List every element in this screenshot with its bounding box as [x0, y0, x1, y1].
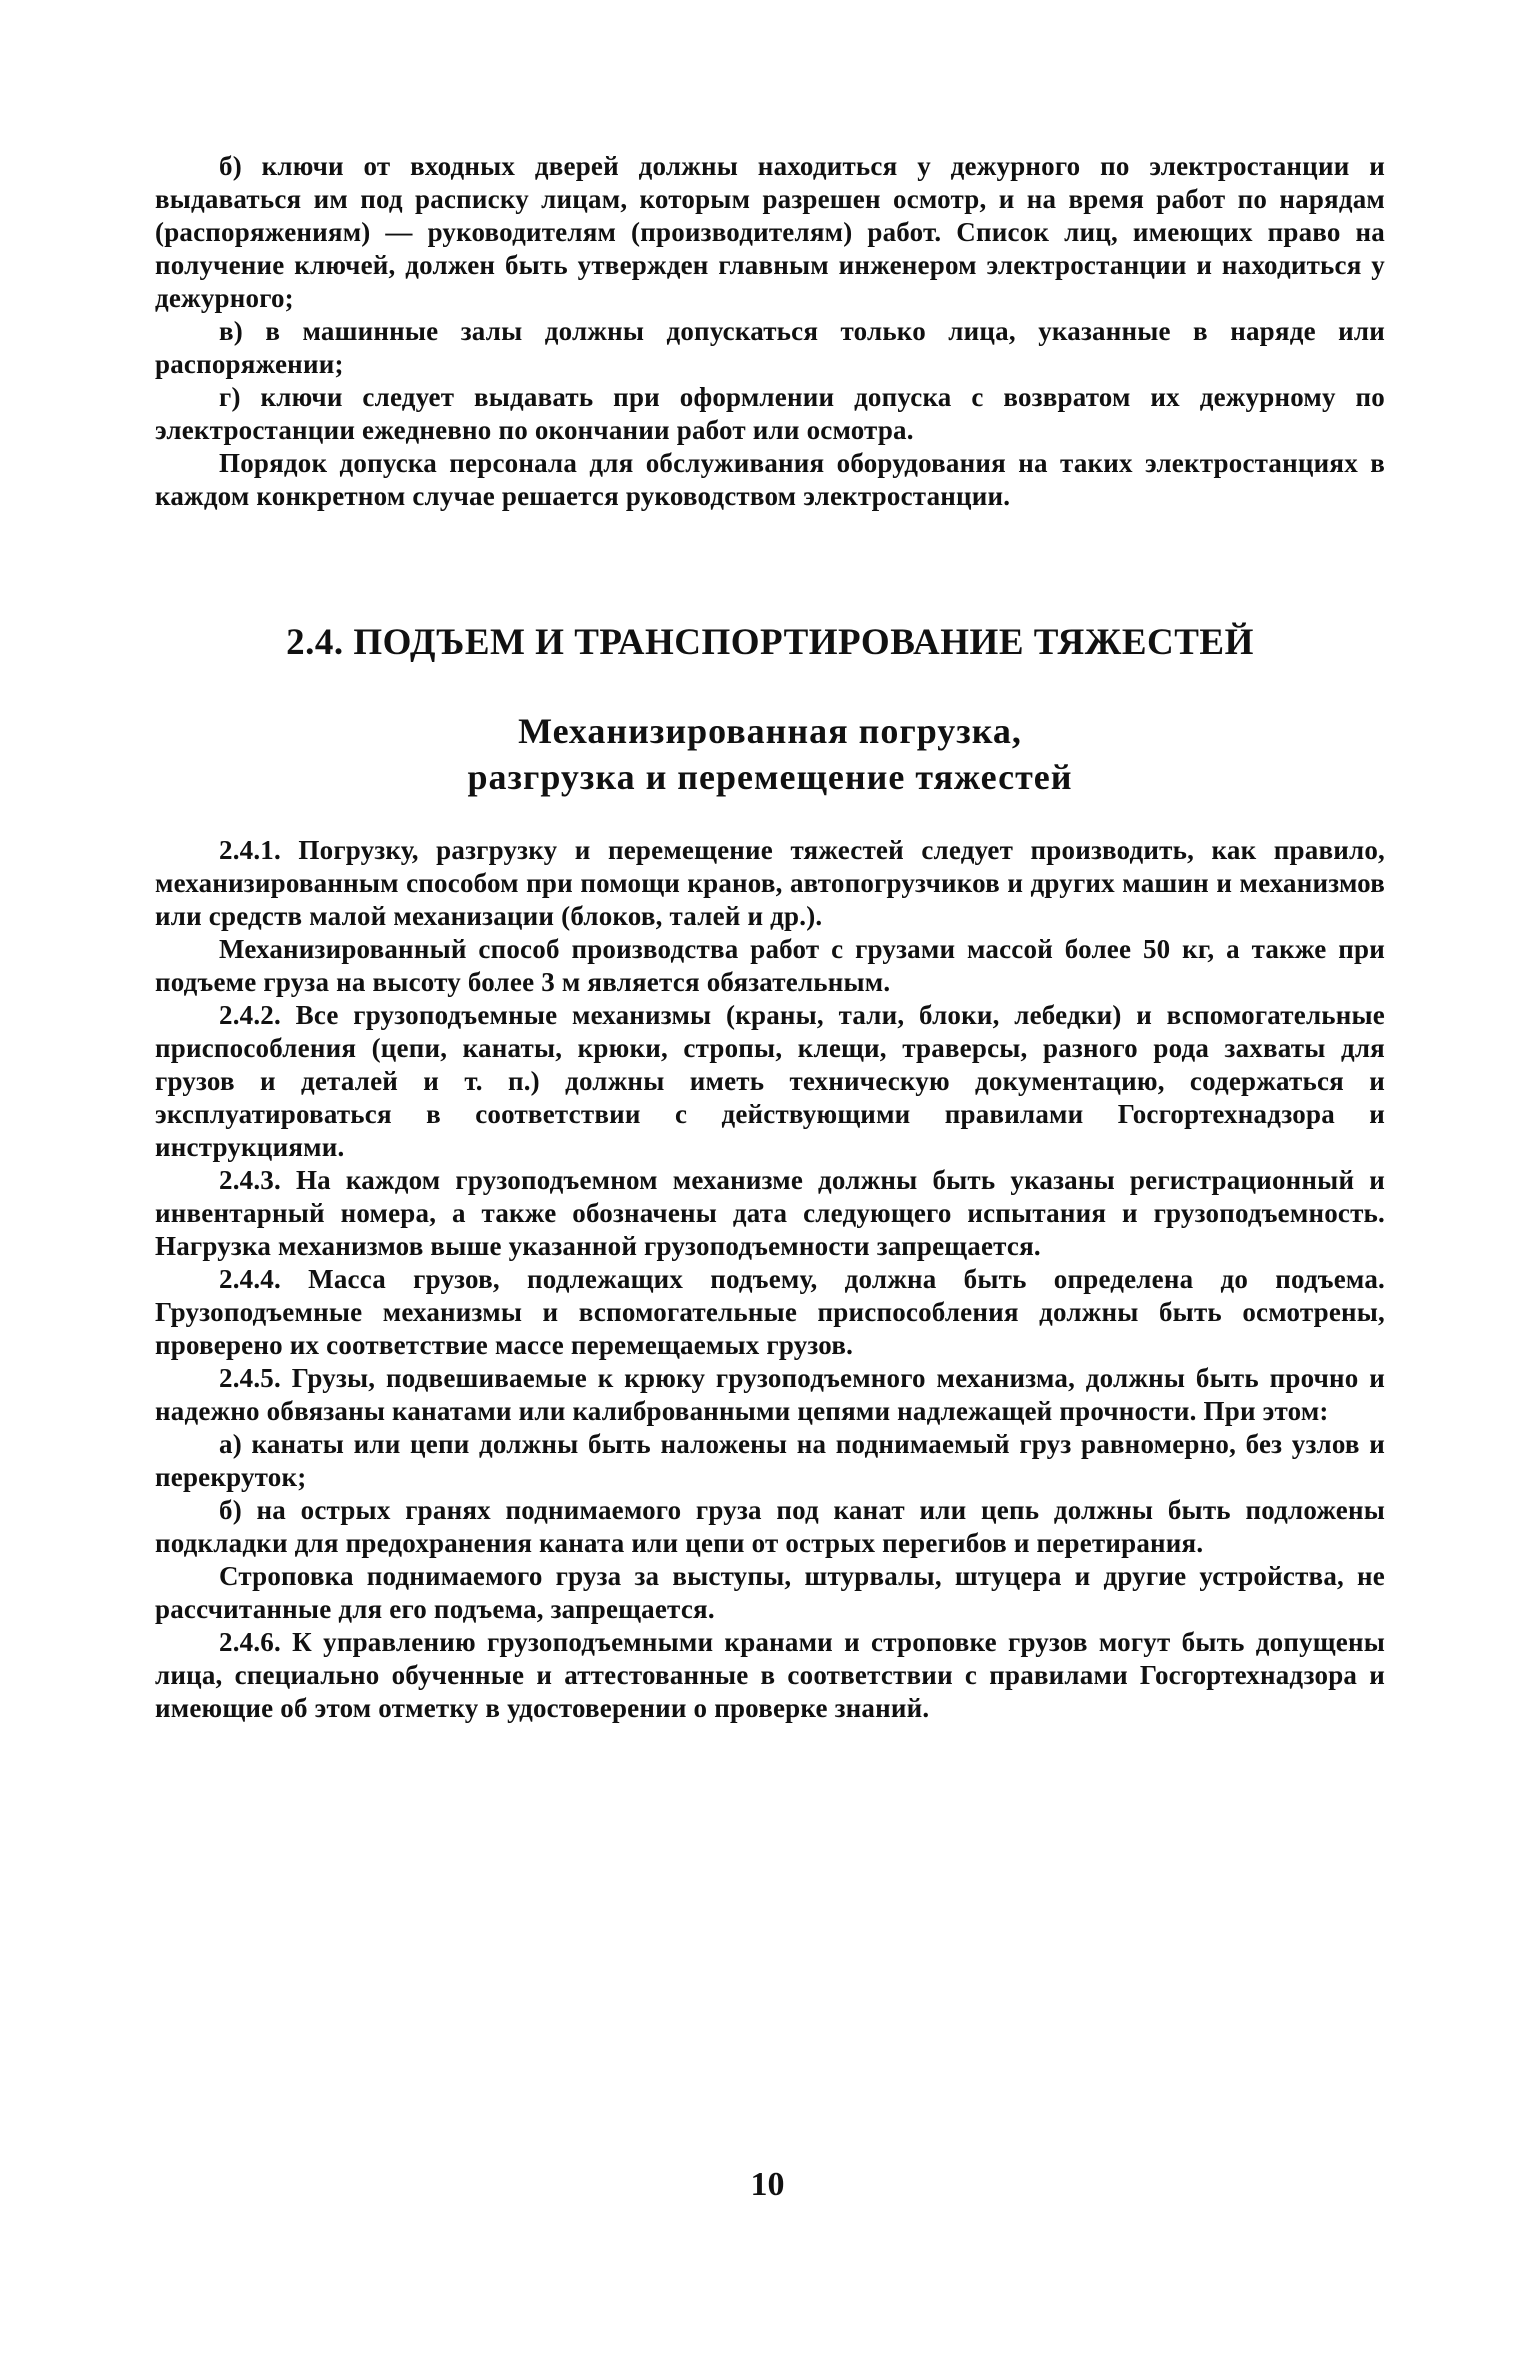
paragraph-2-4-3: 2.4.3. На каждом грузоподъемном механизме должны быть указаны регистрационный и инвентарный номера, а также обозначены дата следующего испытания и грузоподъемность. Нагрузка механизмов выше указанной грузоподъемности запрещается. [155, 1165, 1385, 1261]
subsection-title-line-1: Механизированная погрузка, [518, 711, 1022, 751]
paragraph-access-order: Порядок допуска персонала для обслуживания оборудования на таких электростанциях в каждом конкретном случае решается руководством электростанции. [155, 448, 1385, 511]
subsection-title [155, 708, 1385, 800]
paragraph-2-4-1: 2.4.1. Погрузку, разгрузку и перемещение тяжестей следует производить, как правило, механизированным способом при помощи кранов, автопогрузчиков и других машин и механизмов или средств малой механизации (блоков, талей и др.). [155, 835, 1385, 931]
paragraph-2-4-2: 2.4.2. Все грузоподъемные механизмы (краны, тали, блоки, лебедки) и вспомогательные приспособления (цепи, канаты, крюки, стропы, клещи, траверсы, разного рода захваты для грузов и деталей и т. п.) должны иметь техническую документацию, содержаться и эксплуатироваться в соответствии с действующими правилами Госгортехнадзора и инструкциями. [155, 1000, 1385, 1162]
paragraph-slinging: Строповка поднимаемого груза за выступы, штурвалы, штуцера и другие устройства, не рассчитанные для его подъема, запрещается. [155, 1561, 1385, 1624]
subsection-title-line-2: разгрузка и перемещение тяжестей [467, 757, 1073, 797]
paragraph-2-4-4: 2.4.4. Масса грузов, подлежащих подъему, должна быть определена до подъема. Грузоподъемные механизмы и вспомогательные приспособления должны быть осмотрены, проверено их соответствие массе перемещаемых грузов. [155, 1264, 1385, 1360]
paragraph-item-b-2: б) на острых гранях поднимаемого груза под канат или цепь должны быть подложены подкладки для предохранения каната или цепи от острых перегибов и перетирания. [155, 1495, 1385, 1558]
paragraph-mechanized-method: Механизированный способ производства работ с грузами массой более 50 кг, а также при подъеме груза на высоту более 3 м является обязательным. [155, 934, 1385, 997]
paragraph-item-a: а) канаты или цепи должны быть наложены на поднимаемый груз равномерно, без узлов и перекруток; [155, 1429, 1385, 1492]
top-text-block [155, 150, 1385, 513]
paragraph-item-v: в) в машинные залы должны допускаться только лица, указанные в наряде или распоряжении; [155, 316, 1385, 379]
paragraph-2-4-6: 2.4.6. К управлению грузоподъемными кранами и строповке грузов могут быть допущены лица, специально обученные и аттестованные в соответствии с правилами Госгортехнадзора и имеющие об этом отметку в удостоверении о проверке знаний. [155, 1627, 1385, 1723]
paragraph-item-g: г) ключи следует выдавать при оформлении допуска с возвратом их дежурному по электростанции ежедневно по окончании работ или осмотра. [155, 382, 1385, 445]
paragraph-2-4-5: 2.4.5. Грузы, подвешиваемые к крюку грузоподъемного механизма, должны быть прочно и надежно обвязаны канатами или калиброванными цепями надлежащей прочности. При этом: [155, 1363, 1385, 1426]
section-title: 2.4. ПОДЪЕМ И ТРАНСПОРТИРОВАНИЕ ТЯЖЕСТЕЙ [286, 622, 1254, 663]
page-number: 10 [750, 2166, 785, 2203]
paragraph-item-b: б) ключи от входных дверей должны находиться у дежурного по электростанции и выдаваться им под расписку лицам, которым разрешен осмотр, и на время работ по нарядам (распоряжениям) — руководителям (производителям) работ. Список лиц, имеющих право на получение ключей, должен быть утвержден главным инженером электростанции и находиться у дежурного; [155, 151, 1385, 313]
main-text-block [155, 834, 1385, 1725]
